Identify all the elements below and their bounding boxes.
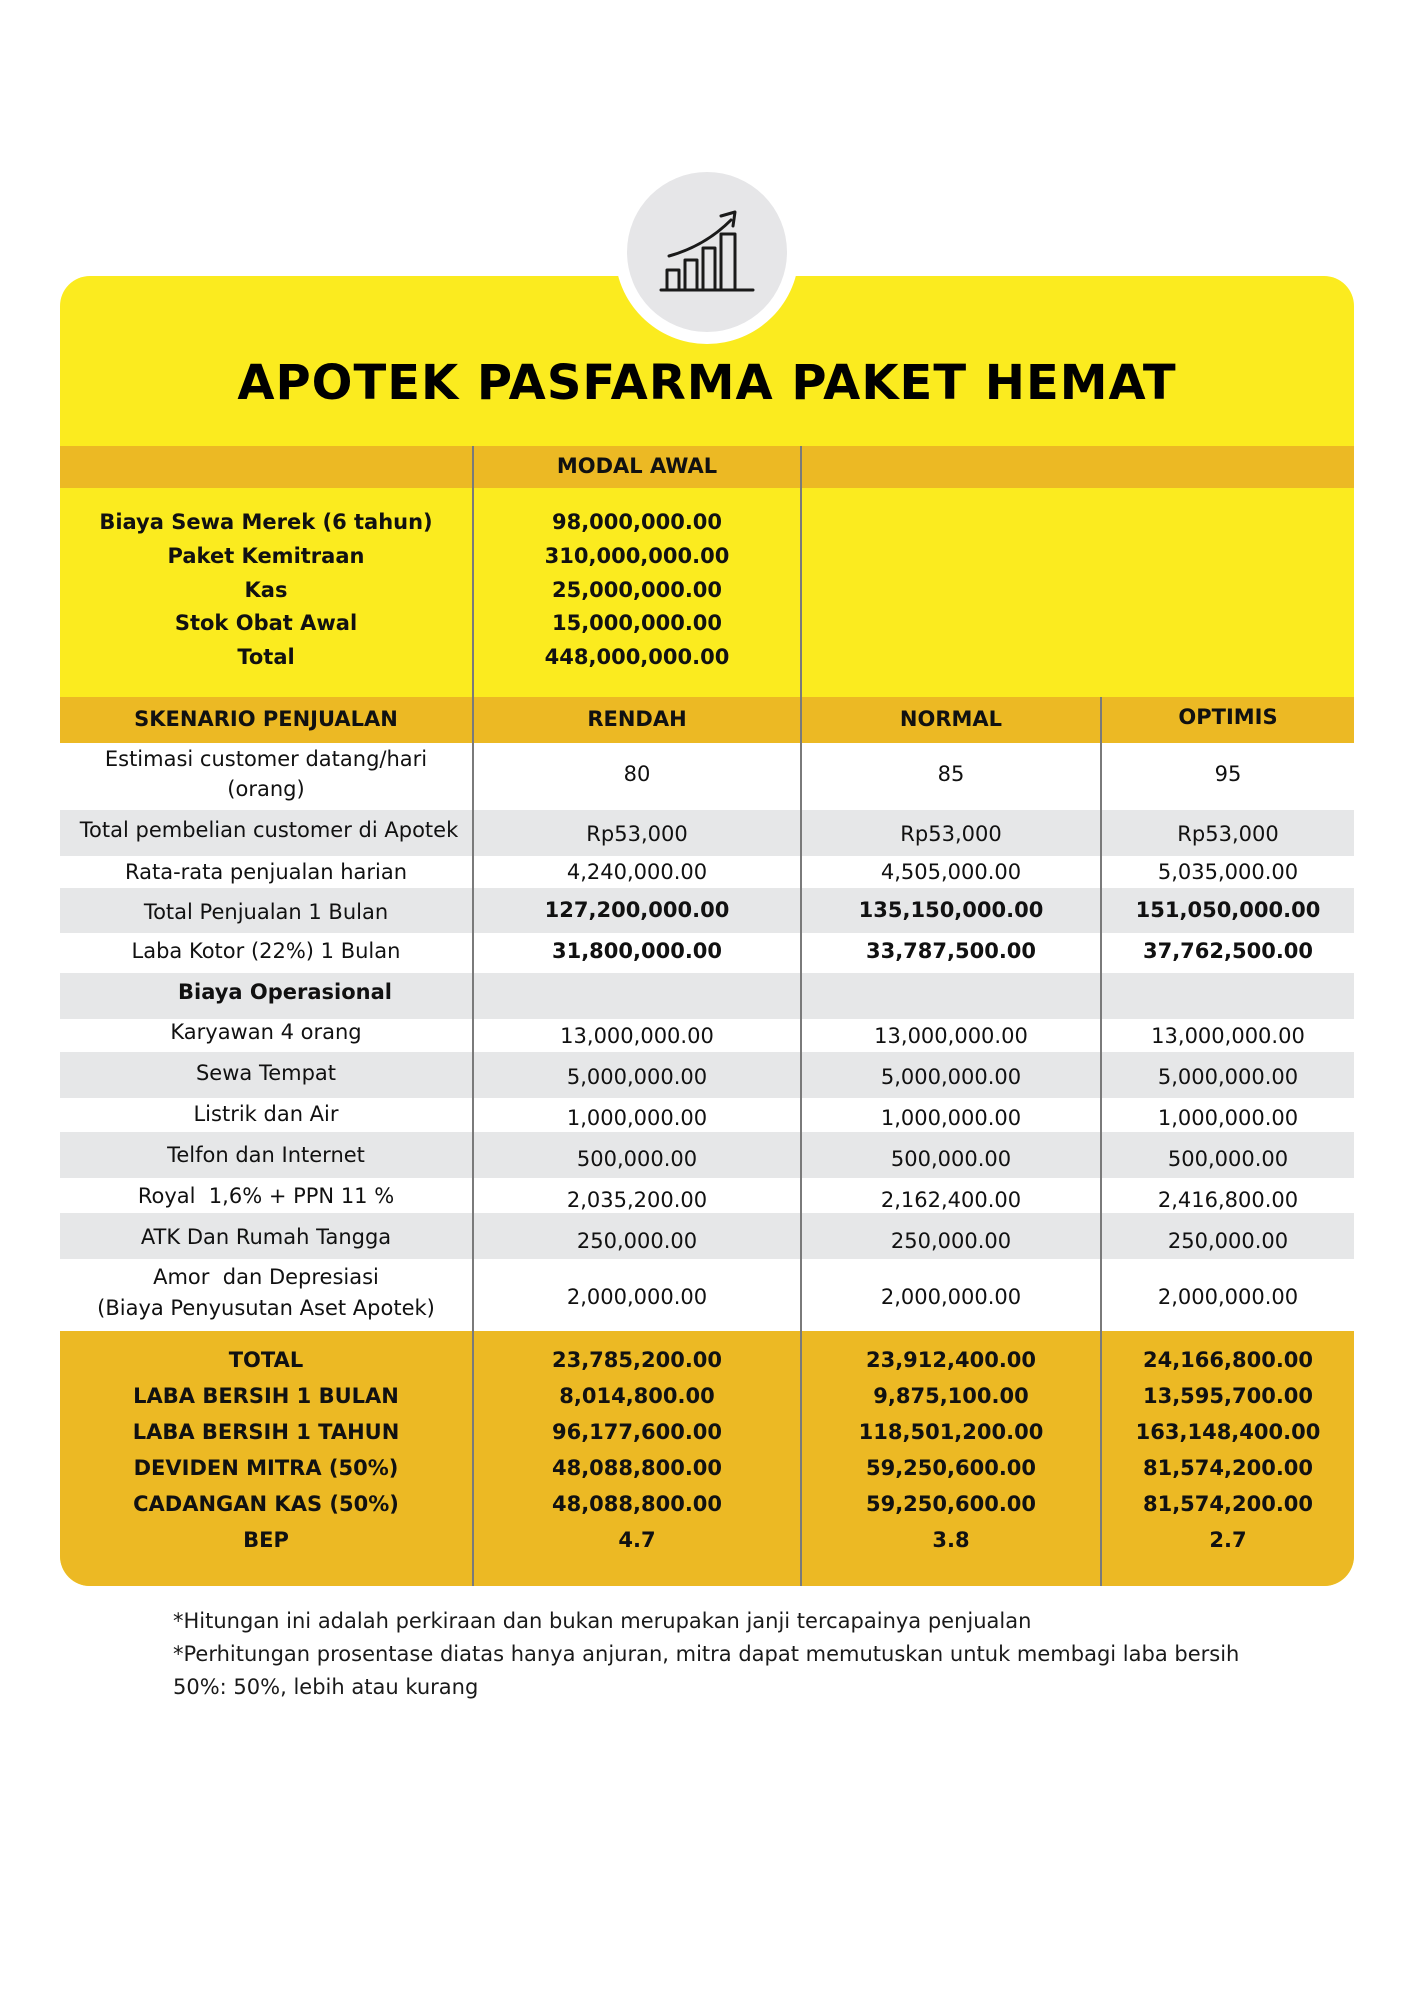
row-label: Laba Kotor (22%) 1 Bulan xyxy=(131,939,401,963)
row-value: 37,762,500.00 xyxy=(1142,939,1314,963)
row-value: 5,000,000.00 xyxy=(880,1065,1022,1089)
chart-growth-icon xyxy=(627,172,787,332)
row-value: 1,000,000.00 xyxy=(880,1106,1022,1130)
summary-value: 23,785,200.00 xyxy=(551,1348,723,1372)
scenario-header-label: SKENARIO PENJUALAN xyxy=(134,707,398,731)
modal-item-value: 310,000,000.00 xyxy=(544,544,730,568)
row-value: 33,787,500.00 xyxy=(865,939,1037,963)
row-label: Amor dan Depresiasi (Biaya Penyusutan Aset Apotek) xyxy=(97,1265,435,1320)
summary-label: TOTAL xyxy=(228,1348,304,1372)
row-label: Royal 1,6% + PPN 11 % xyxy=(137,1184,395,1208)
summary-label: CADANGAN KAS (50%) xyxy=(133,1492,399,1516)
row-label: Total Penjualan 1 Bulan xyxy=(143,900,389,924)
scenario-header-normal: NORMAL xyxy=(899,707,1003,731)
row-value: 500,000.00 xyxy=(890,1147,1012,1171)
row-value: 85 xyxy=(937,762,965,786)
modal-item-label: Paket Kemitraan xyxy=(167,544,365,568)
row-value: Rp53,000 xyxy=(900,822,1002,846)
row-value: 5,000,000.00 xyxy=(566,1065,708,1089)
row-value: 2,000,000.00 xyxy=(566,1285,708,1309)
row-value: 250,000.00 xyxy=(1167,1229,1289,1253)
summary-value: 118,501,200.00 xyxy=(858,1420,1044,1444)
summary-label: LABA BERSIH 1 TAHUN xyxy=(132,1420,400,1444)
row-value: 80 xyxy=(623,762,651,786)
summary-value: 59,250,600.00 xyxy=(865,1492,1037,1516)
row-value: 13,000,000.00 xyxy=(874,1024,1028,1048)
row-value: 2,162,400.00 xyxy=(880,1188,1022,1212)
row-value: 127,200,000.00 xyxy=(544,898,730,922)
row-value: 31,800,000.00 xyxy=(551,939,723,963)
summary-value: 163,148,400.00 xyxy=(1135,1420,1321,1444)
row-value: 250,000.00 xyxy=(576,1229,698,1253)
footnotes xyxy=(173,1605,1273,1704)
row-value: 5,000,000.00 xyxy=(1157,1065,1299,1089)
row-value: 250,000.00 xyxy=(890,1229,1012,1253)
modal-item-label: Kas xyxy=(244,578,288,602)
summary-value: 8,014,800.00 xyxy=(559,1384,715,1408)
row-value: 2,000,000.00 xyxy=(880,1285,1022,1309)
summary-value: 48,088,800.00 xyxy=(551,1456,723,1480)
summary-value: 81,574,200.00 xyxy=(1142,1492,1314,1516)
summary-value: 96,177,600.00 xyxy=(551,1420,723,1444)
modal-item-label: Biaya Sewa Merek (6 tahun) xyxy=(99,510,433,534)
row-value: 13,000,000.00 xyxy=(560,1024,714,1048)
row-value: Rp53,000 xyxy=(586,822,688,846)
footnote: *Hitungan ini adalah perkiraan dan bukan merupakan janji tercapainya penjualan xyxy=(173,1609,1032,1633)
row-value: 1,000,000.00 xyxy=(1157,1106,1299,1130)
row-value: 5,035,000.00 xyxy=(1157,860,1299,884)
modal-header: MODAL AWAL xyxy=(556,454,718,478)
modal-item-value: 15,000,000.00 xyxy=(551,611,723,635)
summary-value: 23,912,400.00 xyxy=(865,1348,1037,1372)
row-value: 13,000,000.00 xyxy=(1151,1024,1305,1048)
modal-item-value: 25,000,000.00 xyxy=(551,578,723,602)
row-value: 2,000,000.00 xyxy=(1157,1285,1299,1309)
icon-badge xyxy=(615,160,799,344)
row-value: 2,416,800.00 xyxy=(1157,1188,1299,1212)
summary-label: BEP xyxy=(243,1528,289,1552)
summary-value: 13,595,700.00 xyxy=(1142,1384,1314,1408)
row-label: Karyawan 4 orang xyxy=(170,1020,362,1044)
row-value: 151,050,000.00 xyxy=(1135,898,1321,922)
page-title: APOTEK PASFARMA PAKET HEMAT xyxy=(237,355,1177,411)
column-divider xyxy=(800,446,802,1586)
scenario-header-rendah: RENDAH xyxy=(587,707,687,731)
summary-value: 24,166,800.00 xyxy=(1142,1348,1314,1372)
row-label: ATK Dan Rumah Tangga xyxy=(140,1225,392,1249)
row-value: 500,000.00 xyxy=(1167,1147,1289,1171)
modal-item-label: Stok Obat Awal xyxy=(174,611,358,635)
row-label: Listrik dan Air xyxy=(193,1102,339,1126)
modal-item-value: 98,000,000.00 xyxy=(551,510,723,534)
row-value: 135,150,000.00 xyxy=(858,898,1044,922)
row-value: 1,000,000.00 xyxy=(566,1106,708,1130)
summary-value: 3.8 xyxy=(932,1528,970,1552)
row-value: 2,035,200.00 xyxy=(566,1188,708,1212)
row-label: Sewa Tempat xyxy=(195,1061,337,1085)
summary-label: DEVIDEN MITRA (50%) xyxy=(133,1456,399,1480)
summary-value: 81,574,200.00 xyxy=(1142,1456,1314,1480)
row-value: 500,000.00 xyxy=(576,1147,698,1171)
summary-value: 9,875,100.00 xyxy=(873,1384,1029,1408)
summary-label: LABA BERSIH 1 BULAN xyxy=(133,1384,399,1408)
section-label: Biaya Operasional xyxy=(178,980,392,1004)
row-label: Telfon dan Internet xyxy=(167,1143,365,1167)
summary-value: 2.7 xyxy=(1209,1528,1247,1552)
row-value: 4,240,000.00 xyxy=(566,860,708,884)
summary-value: 48,088,800.00 xyxy=(551,1492,723,1516)
footnote: *Perhitungan prosentase diatas hanya anjuran, mitra dapat memutuskan untuk membagi laba bersih 50%: 50%, lebih atau kurang xyxy=(173,1642,1240,1699)
modal-item-value: 448,000,000.00 xyxy=(544,645,730,669)
row-label: Rata-rata penjualan harian xyxy=(124,860,408,884)
modal-item-label: Total xyxy=(237,645,295,669)
row-value: Rp53,000 xyxy=(1177,822,1279,846)
row-label: Estimasi customer datang/hari (orang) xyxy=(104,747,428,801)
scenario-header-optimis: OPTIMIS xyxy=(1178,705,1278,729)
summary-value: 59,250,600.00 xyxy=(865,1456,1037,1480)
icon-circle xyxy=(627,172,787,332)
row-label: Total pembelian customer di Apotek xyxy=(79,818,459,842)
summary-value: 4.7 xyxy=(618,1528,656,1552)
row-value: 95 xyxy=(1214,762,1242,786)
row-value: 4,505,000.00 xyxy=(880,860,1022,884)
